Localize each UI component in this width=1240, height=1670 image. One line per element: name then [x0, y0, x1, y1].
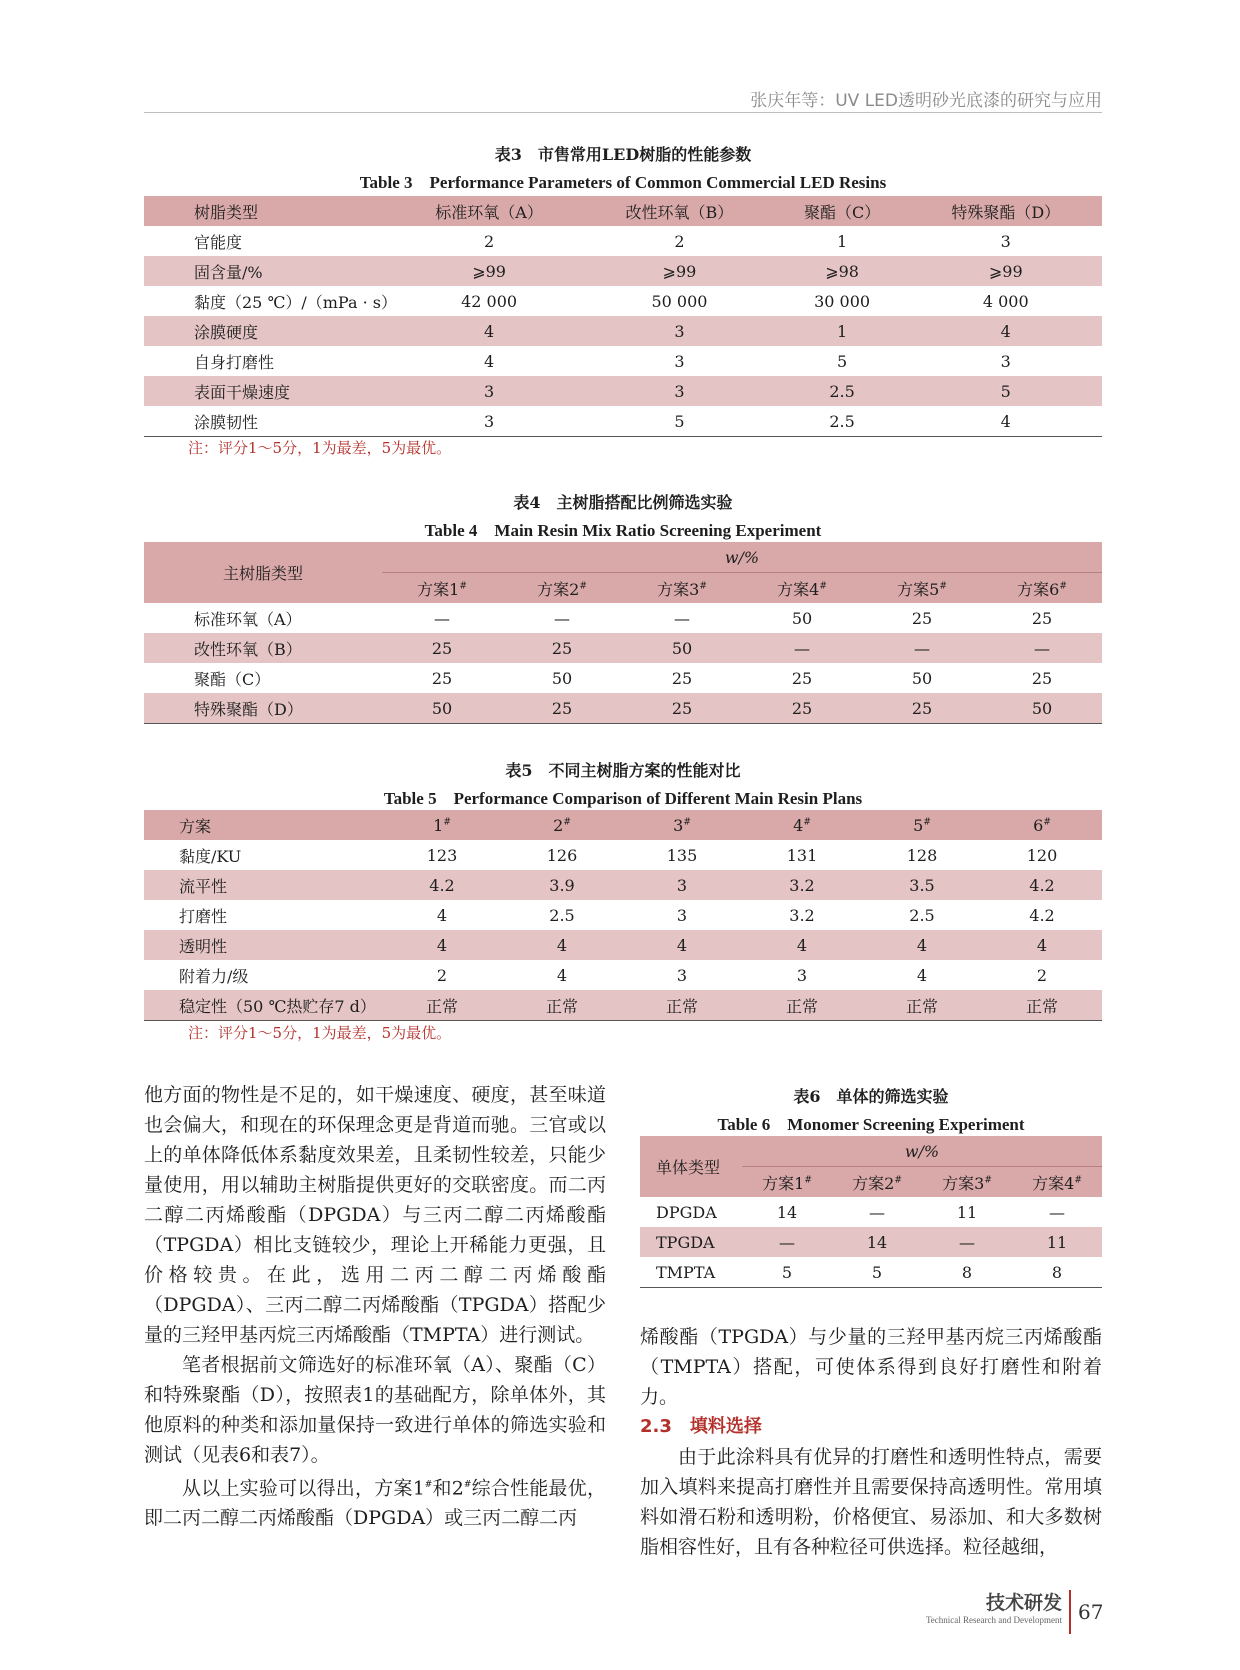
table-cell: 25 — [431, 668, 453, 688]
running-header: 张庆年等：UV LED透明砂光底漆的研究与应用 — [750, 91, 1102, 111]
table-cell: 25 — [862, 693, 982, 724]
table-cell: 表面干燥速度 — [144, 376, 394, 406]
table-cell: 3 — [622, 870, 742, 900]
table-cell: 50 — [911, 668, 933, 688]
table-row — [144, 930, 1102, 960]
table-cell: 3 — [676, 905, 688, 925]
table-cell: — — [554, 608, 570, 628]
table-cell: 128 — [906, 845, 938, 865]
table-cell: 4 — [436, 905, 448, 925]
table-cell: 120 — [1026, 845, 1058, 865]
table-cell: 正常 — [982, 990, 1102, 1021]
table-header-cell: 方案4# — [1012, 1167, 1102, 1198]
table-row — [144, 693, 1102, 724]
table-cell: DPGDA — [656, 1202, 717, 1222]
table5 — [144, 810, 1102, 1021]
table-cell: 2 — [483, 231, 495, 251]
table4-caption-en: Table 4 Main Resin Mix Ratio Screening Experiment — [424, 521, 822, 540]
table-cell: 2.5 — [775, 376, 910, 406]
table-cell: 4.2 — [982, 870, 1102, 900]
table-cell: 8 — [1051, 1262, 1063, 1282]
table-cell: 正常 — [862, 990, 982, 1021]
table6-caption-en: Table 6 Monomer Screening Experiment — [717, 1115, 1025, 1134]
table-cell: 自身打磨性 — [194, 352, 275, 372]
table-row — [144, 256, 1102, 286]
table-row — [144, 990, 1102, 1021]
table-header-cell: 方案2# — [502, 573, 622, 604]
table-cell: 打磨性 — [179, 906, 228, 926]
table-cell: 25 — [382, 633, 502, 663]
table-header-cell: 标准环氧（A） — [394, 196, 584, 226]
table-cell: 改性环氧（B） — [144, 633, 382, 663]
table-cell: 特殊聚酯（D） — [144, 693, 382, 724]
table-cell: 标准环氧（A） — [194, 609, 302, 629]
table-header-cell: 3# — [622, 810, 742, 840]
table-row — [144, 900, 1102, 930]
table5-note: 注：评分1～5分，1为最差，5为最优。 — [188, 1024, 452, 1042]
table-cell: 正常 — [502, 990, 622, 1021]
table-header-cell: 改性环氧（B） — [584, 196, 775, 226]
table-cell: 4 — [622, 930, 742, 960]
table-cell: 14 — [776, 1202, 798, 1222]
table-cell: 黏度（25 ℃）/（mPa · s） — [194, 292, 397, 312]
table-row — [640, 1197, 1102, 1227]
table-cell: — — [1049, 1202, 1065, 1222]
table-cell: 135 — [666, 845, 698, 865]
table-cell: 5 — [910, 376, 1102, 406]
table-cell: 50 — [982, 693, 1102, 724]
table-cell: 3.2 — [789, 905, 815, 925]
table3-caption-en: Table 3 Performance Parameters of Common Commercial LED Resins — [359, 173, 887, 192]
table-cell: 4 — [862, 930, 982, 960]
table-cell: 3 — [674, 351, 685, 371]
table-cell: 3 — [1000, 351, 1011, 371]
table-cell: 稳定性（50 ℃热贮存7 d） — [144, 990, 382, 1021]
table-cell: 4 — [502, 930, 622, 960]
table-header-cell: 单体类型 — [640, 1136, 742, 1197]
table-cell: 4 — [394, 316, 584, 346]
table-row — [144, 286, 1102, 316]
table-cell: 4 — [1000, 411, 1011, 431]
table-cell: — — [742, 633, 862, 663]
table-cell: 25 — [502, 693, 622, 724]
table-cell: 4 — [742, 930, 862, 960]
table-cell: — — [922, 1227, 1012, 1257]
table-cell: 4.2 — [382, 870, 502, 900]
table4-header-row — [144, 542, 1102, 573]
table-cell: 官能度 — [194, 232, 243, 252]
paragraph: 笔者根据前文筛选好的标准环氧（A）、聚酯（C）和特殊聚酯（D），按照表1的基础配方，除单体外，其他原料的种类和添加量保持一致进行单体的筛选实验和测试（见表6和表7）。 — [144, 1354, 606, 1466]
right-column — [640, 1322, 1102, 1562]
table6-header-row — [640, 1136, 1102, 1167]
table-cell: — — [869, 1202, 885, 1222]
table-header-cell: 4# — [742, 810, 862, 840]
table-row — [144, 376, 1102, 406]
table-cell: 5 — [674, 411, 685, 431]
section-heading: 2.3 填料选择 — [640, 1416, 762, 1437]
table-cell: 25 — [1031, 668, 1053, 688]
table-cell: 25 — [502, 633, 622, 663]
paragraph: 烯酸酯（TPGDA）与少量的三羟甲基丙烷三丙烯酸酯（TMPTA）搭配，可使体系得到良好打磨性和附着力。 — [640, 1326, 1102, 1408]
table-header-cell: w/% — [742, 1136, 1102, 1167]
table-cell: 123 — [426, 845, 458, 865]
footer-section-cn: 技术研发 — [985, 1592, 1062, 1614]
table-cell: 2 — [1036, 965, 1048, 985]
table-cell: 2 — [674, 231, 685, 251]
table-cell: ⩾98 — [775, 256, 910, 286]
table-cell: 50 — [622, 633, 742, 663]
footer-section-en: Technical Research and Development — [925, 1615, 1062, 1625]
table-cell: 25 — [1031, 608, 1053, 628]
table-cell: TMPTA — [656, 1262, 716, 1282]
table-cell: 3.5 — [862, 870, 982, 900]
table-cell: — — [862, 633, 982, 663]
table-cell: 5 — [837, 351, 848, 371]
table-header-cell: 方案1# — [382, 573, 502, 604]
table-cell: 2.5 — [549, 905, 575, 925]
page-number: 67 — [1078, 1600, 1104, 1624]
table-cell: — — [982, 633, 1102, 663]
paragraph: 从以上实验可以得出，方案1#和2#综合性能最优，即二丙二醇二丙烯酸酯（DPGDA）或三丙二醇二丙 — [144, 1477, 606, 1530]
table-cell: 131 — [786, 845, 818, 865]
table-cell: 25 — [911, 608, 933, 628]
table-cell: 3 — [796, 965, 808, 985]
table-cell: 3 — [1000, 231, 1011, 251]
header-rule — [144, 112, 1102, 113]
table-row — [144, 406, 1102, 437]
table4-caption-cn: 表4 主树脂搭配比例筛选实验 — [513, 493, 733, 512]
table-cell: 50 000 — [651, 291, 708, 311]
table-cell: 5 — [781, 1262, 793, 1282]
paragraph: 由于此涂料具有优异的打磨性和透明性特点，需要加入填料来提高打磨性并且需要保持高透明性。常用填料如滑石粉和透明粉，价格便宜、易添加、和大多数树脂相容性好，且有各种粒径可供选择。粒径越细， — [640, 1446, 1102, 1558]
table-cell: 1 — [837, 231, 848, 251]
table-cell: 正常 — [742, 990, 862, 1021]
table-row — [144, 633, 1102, 663]
table5-caption-cn: 表5 不同主树脂方案的性能对比 — [505, 761, 741, 780]
table-row — [640, 1227, 1102, 1257]
table3-header-row — [144, 196, 1102, 226]
table-cell: 14 — [832, 1227, 922, 1257]
table-cell: 流平性 — [144, 870, 382, 900]
table-cell: 3 — [584, 376, 775, 406]
table-header-cell: 5# — [862, 810, 982, 840]
table-header-cell: 方案4# — [742, 573, 862, 604]
table-cell: 25 — [742, 693, 862, 724]
table-cell: 正常 — [382, 990, 502, 1021]
footer-divider — [1069, 1590, 1071, 1634]
table-cell: 黏度/KU — [179, 846, 242, 866]
table-cell: ⩾99 — [394, 256, 584, 286]
table-cell: 附着力/级 — [179, 966, 249, 986]
table-cell: — — [434, 608, 450, 628]
table-cell: 3 — [394, 376, 584, 406]
table-cell: 126 — [546, 845, 578, 865]
table-cell: — — [742, 1227, 832, 1257]
table-cell: 3 — [584, 316, 775, 346]
table-header-cell: 方案3# — [622, 573, 742, 604]
table-header-cell: 方案3# — [922, 1167, 1012, 1198]
table-header-cell: 方案 — [144, 810, 382, 840]
table6-caption-cn: 表6 单体的筛选实验 — [793, 1087, 949, 1106]
table5-caption-en: Table 5 Performance Comparison of Different Main Resin Plans — [383, 789, 863, 808]
footer-label — [926, 1588, 1062, 1625]
table-row — [144, 870, 1102, 900]
table-header-cell: 方案1# — [742, 1167, 832, 1198]
table-cell: 3 — [483, 411, 495, 431]
table-header-cell: 主树脂类型 — [144, 542, 382, 603]
table-cell: 4 — [916, 965, 928, 985]
table-cell: 4 — [556, 965, 568, 985]
table-row — [640, 1257, 1102, 1288]
table-cell: 4 000 — [982, 291, 1029, 311]
table-header-cell: 6# — [982, 810, 1102, 840]
table-cell: 25 — [622, 693, 742, 724]
table-row — [144, 603, 1102, 633]
table-cell: ⩾99 — [910, 256, 1102, 286]
table-header-cell: w/% — [382, 542, 1102, 573]
table-row — [144, 840, 1102, 870]
table-cell: 50 — [551, 668, 573, 688]
table-header-cell: 2# — [502, 810, 622, 840]
table-cell: 涂膜韧性 — [194, 412, 259, 432]
left-column — [144, 1080, 606, 1533]
table-header-cell: 特殊聚酯（D） — [910, 196, 1102, 226]
table-header-cell: 树脂类型 — [144, 196, 394, 226]
table-cell: TPGDA — [640, 1227, 742, 1257]
table3-note: 注：评分1～5分，1为最差，5为最优。 — [188, 439, 452, 457]
table-cell: 8 — [961, 1262, 973, 1282]
table6 — [640, 1136, 1102, 1288]
table-cell: — — [674, 608, 690, 628]
table-header-cell: 方案5# — [862, 573, 982, 604]
table-cell: 25 — [791, 668, 813, 688]
table3 — [144, 196, 1102, 437]
table-row — [144, 960, 1102, 990]
table-cell: 3 — [676, 965, 688, 985]
table-cell: 3.2 — [742, 870, 862, 900]
table-cell: 4 — [910, 316, 1102, 346]
table-cell: 25 — [671, 668, 693, 688]
table-cell: 11 — [956, 1202, 978, 1222]
table-cell: 50 — [382, 693, 502, 724]
table-cell: 2.5 — [909, 905, 935, 925]
table-cell: 透明性 — [144, 930, 382, 960]
table-header-cell: 方案2# — [832, 1167, 922, 1198]
table-cell: 4 — [982, 930, 1102, 960]
table-row — [144, 663, 1102, 693]
paragraph: 他方面的物性是不足的，如干燥速度、硬度，甚至味道也会偏大，和现在的环保理念更是背道而驰。三官或以上的单体降低体系黏度效果差，且柔韧性较差，只能少量使用，用以辅助主树脂提供更好的交联密度。而二丙二醇二丙烯酸酯（DPGDA）与三丙二醇二丙烯酸酯（TPGDA）相比支链较少，理论上开稀能力更强，且价格较贵。在此，选用二丙二醇二丙烯酸酯（DPGDA）、三丙二醇二丙烯酸酯（TPGDA）搭配少量的三羟甲基丙烷三丙烯酸酯（TMPTA）进行测试。 — [144, 1084, 606, 1346]
table-cell: ⩾99 — [584, 256, 775, 286]
table-cell: 聚酯（C） — [194, 669, 271, 689]
table-cell: 5 — [871, 1262, 883, 1282]
table-row — [144, 346, 1102, 376]
table-row — [144, 316, 1102, 346]
table-row — [144, 226, 1102, 256]
table-header-cell: 1# — [382, 810, 502, 840]
table-cell: 正常 — [622, 990, 742, 1021]
table-cell: 11 — [1012, 1227, 1102, 1257]
table-cell: 4 — [382, 930, 502, 960]
table-header-cell: 聚酯（C） — [775, 196, 910, 226]
table-cell: 1 — [775, 316, 910, 346]
table-cell: 4 — [483, 351, 495, 371]
table-cell: 涂膜硬度 — [144, 316, 394, 346]
table4 — [144, 542, 1102, 724]
table-cell: 42 000 — [461, 291, 518, 311]
table-cell: 4.2 — [1029, 905, 1055, 925]
table-cell: 30 000 — [814, 291, 871, 311]
table-cell: 2.5 — [829, 411, 855, 431]
table-cell: 3.9 — [502, 870, 622, 900]
table-cell: 2 — [436, 965, 448, 985]
table3-caption-cn: 表3 市售常用LED树脂的性能参数 — [494, 145, 752, 164]
table5-header-row — [144, 810, 1102, 840]
table-header-cell: 方案6# — [982, 573, 1102, 604]
table-cell: 50 — [791, 608, 813, 628]
table-cell: 固含量/% — [144, 256, 394, 286]
